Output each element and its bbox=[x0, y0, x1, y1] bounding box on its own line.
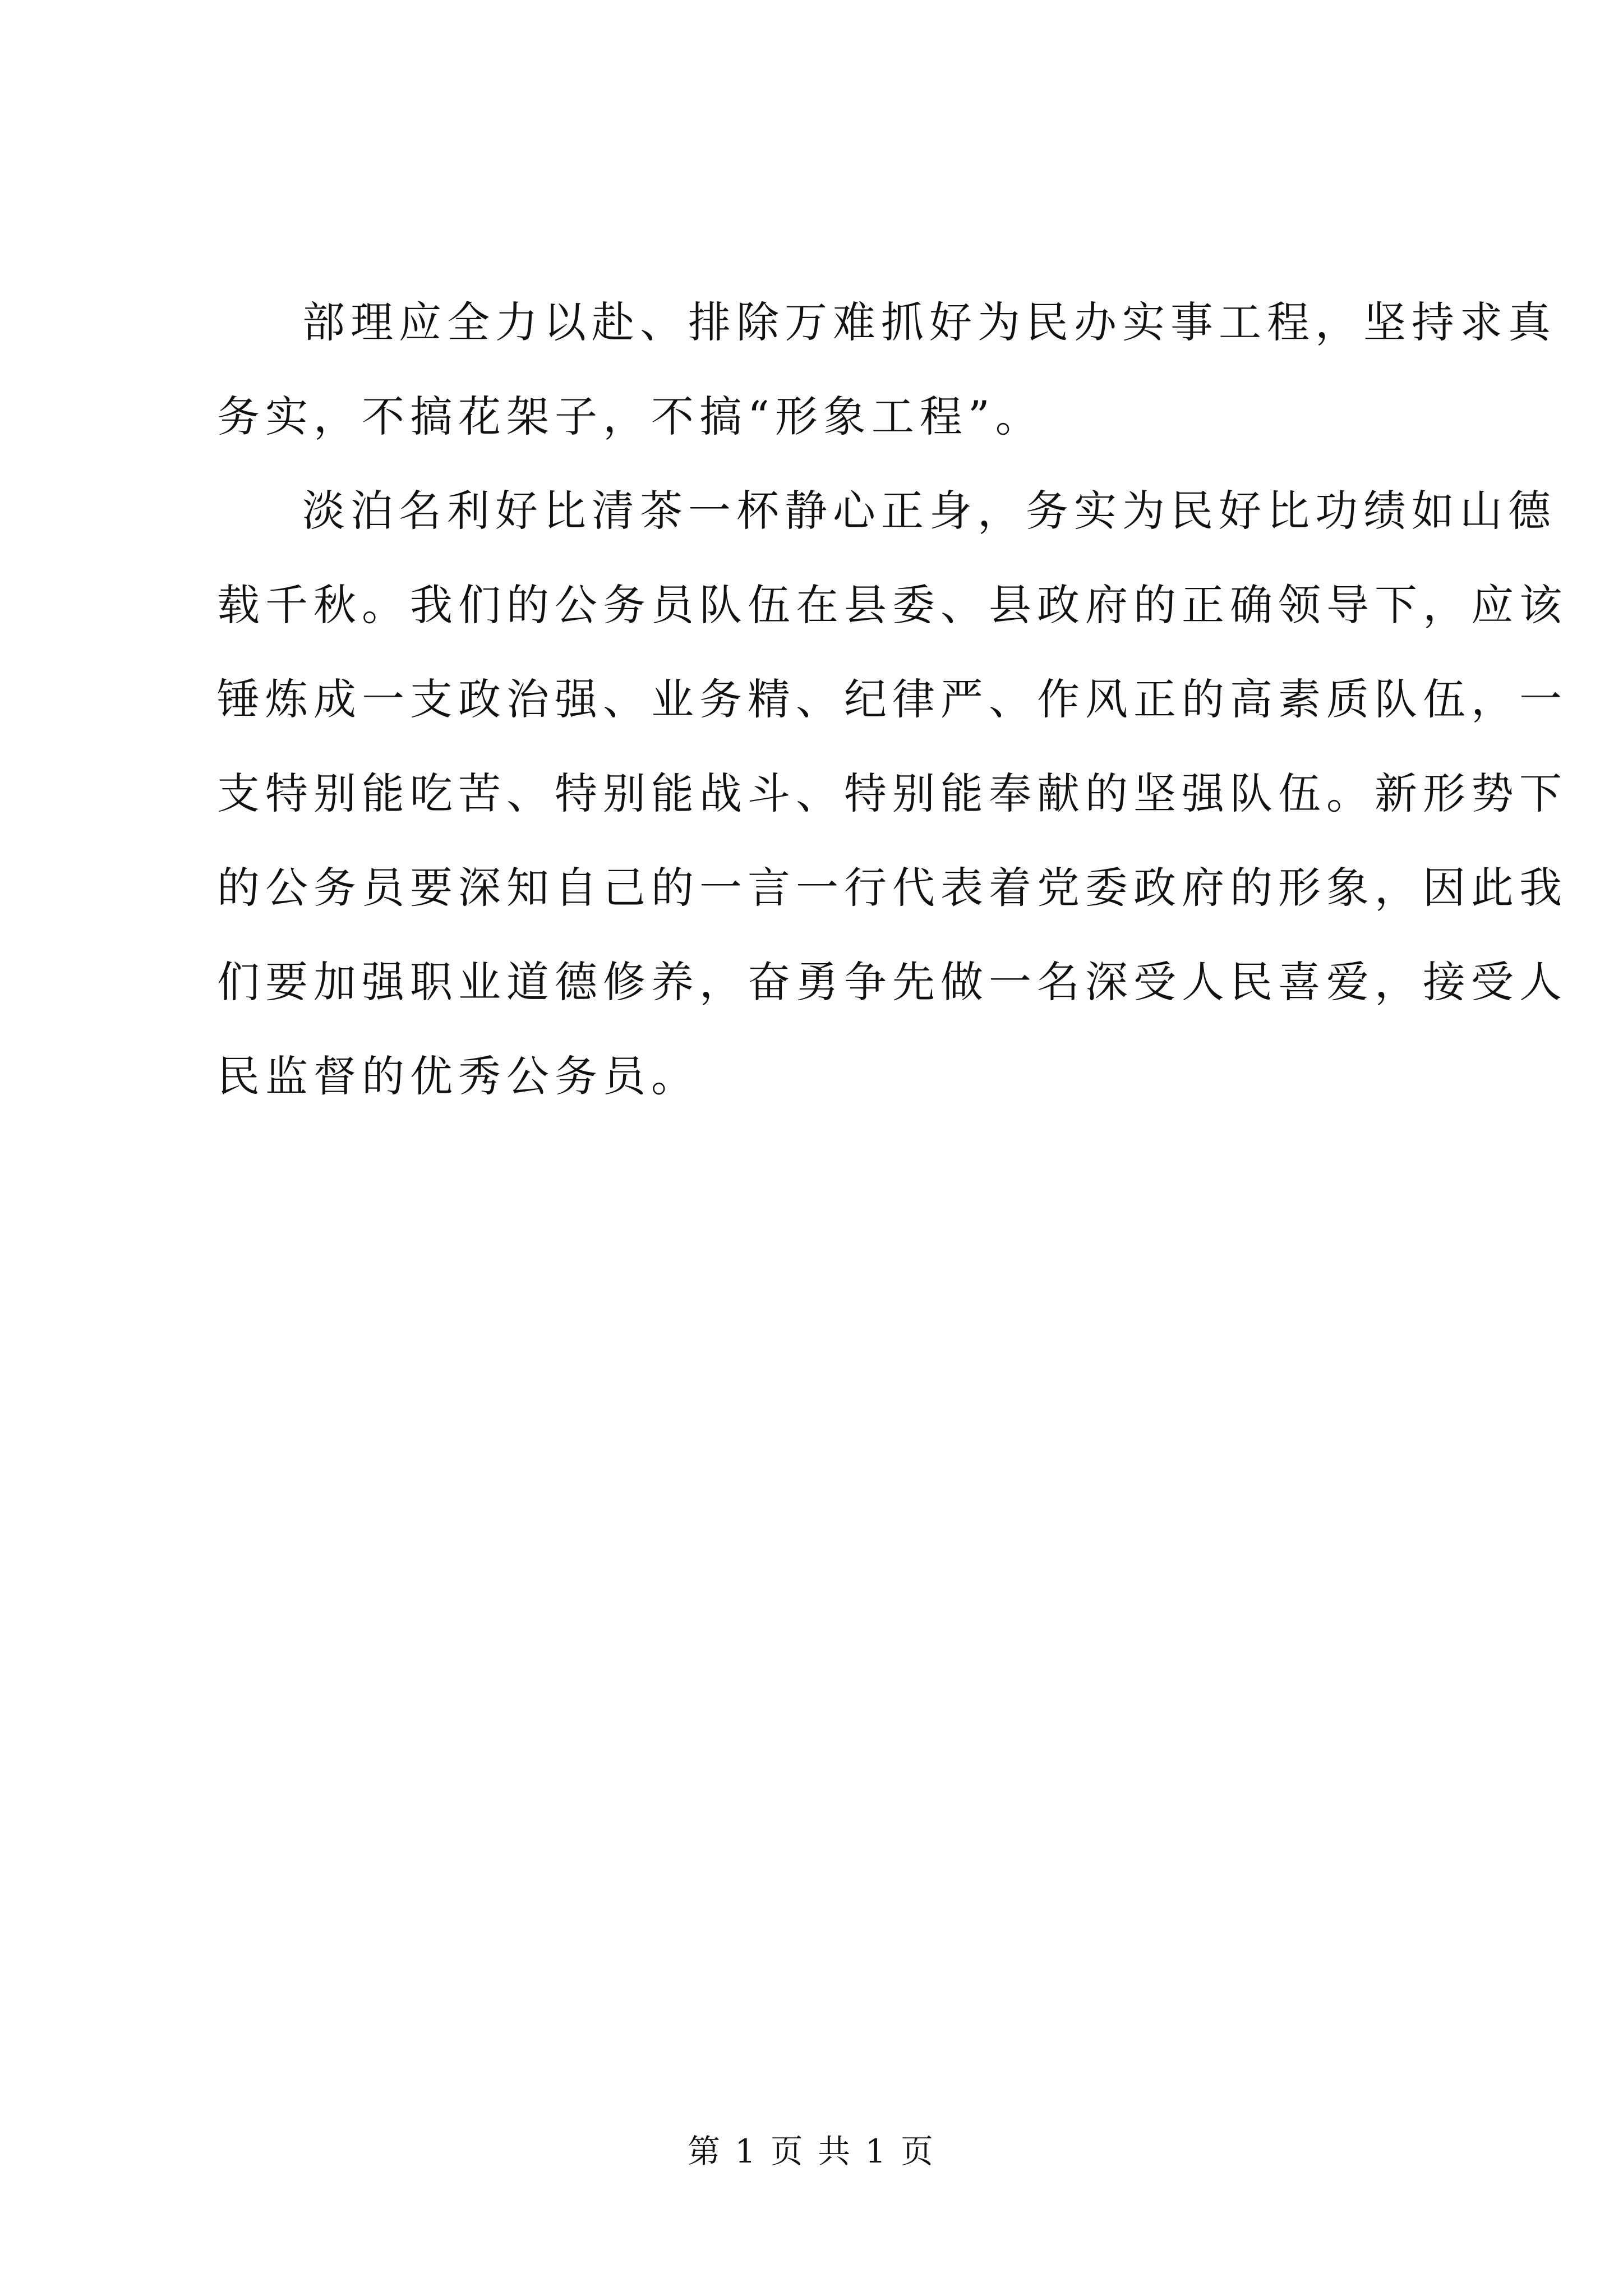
paragraph-2-line-4: 支特别能吃苦、特别能战斗、特别能奉献的坚强队伍。新形势下 bbox=[217, 769, 1567, 818]
paragraph-2-line-6: 们要加强职业道德修养，奋勇争先做一名深受人民喜爱，接受人 bbox=[217, 957, 1567, 1007]
paragraph-1-line-2: 务实，不搞花架子，不搞“形象工程”。 bbox=[217, 392, 1044, 441]
paragraph-2-line-5: 的公务员要深知自己的一言一行代表着党委政府的形象，因此我 bbox=[217, 863, 1567, 913]
paragraph-2-line-1: 淡泊名利好比清茶一杯静心正身，务实为民好比功绩如山德 bbox=[302, 486, 1556, 536]
paragraph-2-line-7: 民监督的优秀公务员。 bbox=[217, 1051, 699, 1101]
paragraph-1-line-1: 部理应全力以赴、排除万难抓好为民办实事工程，坚持求真 bbox=[302, 297, 1556, 347]
paragraph-2-line-3: 锤炼成一支政治强、业务精、纪律严、作风正的高素质队伍，一 bbox=[217, 674, 1567, 724]
page-footer: 第 1 页 共 1 页 bbox=[688, 2132, 935, 2170]
document-body bbox=[217, 297, 1567, 1145]
paragraph-2-line-2: 载千秋。我们的公务员队伍在县委、县政府的正确领导下，应该 bbox=[217, 580, 1567, 630]
